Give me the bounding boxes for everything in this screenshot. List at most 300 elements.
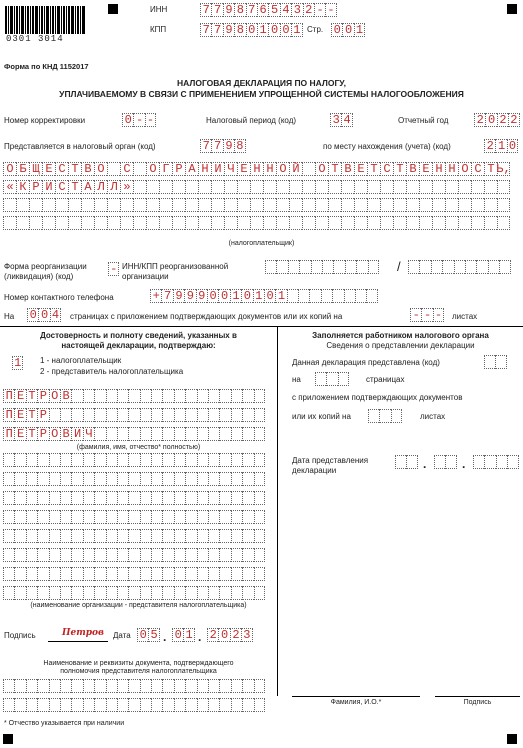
char-cell [380, 198, 393, 212]
char-cell: 7 [200, 139, 211, 153]
char-cell [128, 389, 139, 403]
char-cell [419, 216, 432, 230]
char-cell [254, 548, 265, 562]
char-cell: 1 [354, 23, 365, 37]
char-cell: 0 [172, 628, 183, 642]
patronymic-field[interactable] [3, 427, 265, 441]
pages-field[interactable] [27, 308, 61, 322]
char-cell [68, 216, 81, 230]
char-cell [208, 427, 219, 441]
char-cell [83, 679, 94, 693]
char-cell [219, 408, 230, 422]
char-cell: О [315, 162, 328, 176]
page-field[interactable] [331, 23, 365, 37]
char-cell [3, 698, 14, 712]
char-cell [71, 698, 82, 712]
kpp-label: КПП [150, 25, 167, 34]
grid-row[interactable] [3, 548, 265, 562]
char-cell: 2 [303, 3, 314, 17]
char-cell [146, 216, 159, 230]
char-cell [344, 289, 355, 303]
correction-field[interactable] [122, 113, 156, 127]
char-cell [496, 455, 507, 469]
char-cell [60, 586, 71, 600]
char-cell [117, 567, 128, 581]
char-cell [3, 679, 14, 693]
char-cell: Е [42, 162, 55, 176]
char-cell [14, 567, 25, 581]
char-cell: Л [94, 180, 107, 194]
char-cell [197, 453, 208, 467]
char-cell [367, 198, 380, 212]
char-cell [298, 289, 309, 303]
date-month-field[interactable] [172, 628, 195, 642]
char-cell [445, 180, 458, 194]
char-cell [208, 548, 219, 562]
reorg-inn-field[interactable] [265, 260, 379, 274]
char-cell [37, 586, 48, 600]
char-cell [151, 586, 162, 600]
char-cell [107, 198, 120, 212]
char-cell [140, 567, 151, 581]
confirm-title-line1: Достоверность и полноту сведений, указанных в [40, 331, 237, 340]
confirm-code-field[interactable] [12, 356, 23, 370]
char-cell [345, 260, 356, 274]
right-date-day-field[interactable] [395, 455, 418, 469]
reorg-label: Форма реорганизации (ликвидация) (код) [4, 262, 87, 281]
char-cell: 4 [50, 308, 61, 322]
char-cell: - [410, 308, 421, 322]
char-cell [242, 698, 253, 712]
char-cell [333, 260, 344, 274]
right-presented-field[interactable] [484, 355, 507, 369]
char-cell [49, 472, 60, 486]
char-cell [140, 586, 151, 600]
char-cell [419, 198, 432, 212]
char-cell [26, 586, 37, 600]
char-cell [83, 510, 94, 524]
right-pages-field[interactable] [315, 372, 349, 386]
char-cell [197, 567, 208, 581]
char-cell [106, 529, 117, 543]
right-attach-label: с приложением подтверждающих документов [292, 393, 463, 402]
char-cell [366, 289, 377, 303]
char-cell [208, 529, 219, 543]
char-cell [242, 408, 253, 422]
date-separator-1: . [163, 630, 167, 644]
char-cell [81, 216, 94, 230]
char-cell: 9 [223, 23, 234, 37]
char-cell [128, 491, 139, 505]
char-cell [406, 180, 419, 194]
char-cell: О [3, 162, 16, 176]
char-cell [3, 548, 14, 562]
char-cell [94, 408, 105, 422]
tax-authority-field[interactable] [200, 139, 246, 153]
char-cell [26, 491, 37, 505]
char-cell [94, 529, 105, 543]
char-cell [276, 260, 287, 274]
char-cell [454, 260, 465, 274]
phone-field[interactable] [150, 289, 378, 303]
grid-row[interactable] [3, 698, 265, 712]
char-cell [408, 260, 419, 274]
char-cell [49, 679, 60, 693]
char-cell [94, 548, 105, 562]
char-cell [37, 529, 48, 543]
char-cell [14, 529, 25, 543]
confirm-code-cell: 1 [12, 356, 23, 370]
char-cell [406, 216, 419, 230]
char-cell: 8 [234, 23, 245, 37]
char-cell [174, 389, 185, 403]
char-cell [120, 216, 133, 230]
char-cell [254, 698, 265, 712]
char-cell: « [3, 180, 16, 194]
char-cell [471, 198, 484, 212]
char-cell: 9 [184, 289, 195, 303]
char-cell [106, 586, 117, 600]
char-cell [254, 529, 265, 543]
copies-field[interactable] [410, 308, 444, 322]
right-sign-label: Подпись [463, 699, 492, 706]
signature-line [48, 641, 108, 642]
section-divider [0, 326, 523, 327]
right-on-label: на [292, 375, 301, 384]
char-cell [37, 510, 48, 524]
char-cell: Щ [29, 162, 42, 176]
char-cell [328, 180, 341, 194]
char-cell [224, 198, 237, 212]
char-cell [309, 289, 320, 303]
char-cell: 0 [137, 628, 148, 642]
char-cell [219, 453, 230, 467]
char-cell: Т [26, 389, 37, 403]
grid-row[interactable] [3, 453, 265, 467]
char-cell [471, 180, 484, 194]
char-cell [322, 260, 333, 274]
char-cell: Т [68, 180, 81, 194]
char-cell [162, 472, 173, 486]
char-cell: 5 [268, 3, 279, 17]
date-day-field[interactable] [137, 628, 160, 642]
char-cell: 4 [341, 113, 352, 127]
date-year-field[interactable] [207, 628, 253, 642]
right-date-label-2: декларации [292, 466, 337, 475]
char-cell: 1 [291, 23, 302, 37]
right-copies-label: или их копий на [292, 412, 351, 421]
barcode [5, 6, 95, 34]
char-cell [326, 372, 337, 386]
char-cell: 1 [230, 289, 241, 303]
char-cell: Т [393, 162, 406, 176]
char-cell [185, 491, 196, 505]
char-cell: Т [26, 427, 37, 441]
char-cell [55, 198, 68, 212]
char-cell [37, 698, 48, 712]
reorg-code-field[interactable] [108, 262, 119, 276]
char-cell: - [421, 308, 432, 322]
right-sheets-label: листах [420, 412, 446, 421]
tax-authority-label: Представляется в налоговый орган (код) [4, 142, 156, 151]
char-cell [14, 491, 25, 505]
char-cell [128, 510, 139, 524]
char-cell: 0 [268, 23, 279, 37]
char-cell [242, 548, 253, 562]
char-cell [211, 180, 224, 194]
char-cell: 7 [211, 23, 222, 37]
date-label: Дата [113, 631, 131, 640]
char-cell [174, 698, 185, 712]
char-cell [140, 453, 151, 467]
char-cell [219, 510, 230, 524]
char-cell [71, 586, 82, 600]
year-field[interactable] [474, 113, 520, 127]
char-cell: 9 [196, 289, 207, 303]
char-cell [355, 289, 366, 303]
char-cell [37, 679, 48, 693]
char-cell [254, 567, 265, 581]
char-cell: 1 [253, 289, 264, 303]
char-cell: Е [14, 408, 25, 422]
grid-row[interactable] [3, 679, 265, 693]
rep-caption: (наименование организации - представителя налогоплательщика) [30, 602, 247, 609]
char-cell [16, 198, 29, 212]
char-cell [106, 548, 117, 562]
char-cell [380, 216, 393, 230]
char-cell [419, 180, 432, 194]
char-cell [117, 510, 128, 524]
char-cell [406, 198, 419, 212]
right-copies-field[interactable] [368, 409, 402, 423]
char-cell [354, 216, 367, 230]
char-cell [26, 453, 37, 467]
char-cell [341, 180, 354, 194]
char-cell [151, 567, 162, 581]
char-cell: - [133, 113, 144, 127]
char-cell [159, 216, 172, 230]
char-cell: 0 [218, 289, 229, 303]
char-cell [315, 198, 328, 212]
char-cell [3, 453, 14, 467]
right-date-year-field[interactable] [473, 455, 519, 469]
char-cell: 0 [38, 308, 49, 322]
char-cell: Н [432, 162, 445, 176]
char-cell [242, 586, 253, 600]
char-cell [242, 679, 253, 693]
copies-suffix: листах [452, 312, 478, 321]
char-cell [254, 679, 265, 693]
char-cell: 0 [331, 23, 342, 37]
year-label: Отчетный год [398, 116, 449, 125]
char-cell [128, 567, 139, 581]
char-cell [71, 548, 82, 562]
footnote: * Отчество указывается при наличии [4, 720, 125, 727]
kpp-field[interactable] [200, 23, 303, 37]
char-cell [71, 453, 82, 467]
char-cell [302, 216, 315, 230]
char-cell [328, 216, 341, 230]
taxpayer-row[interactable] [3, 180, 510, 194]
char-cell [276, 198, 289, 212]
char-cell: Р [37, 389, 48, 403]
char-cell [162, 529, 173, 543]
char-cell [185, 510, 196, 524]
char-cell [68, 198, 81, 212]
char-cell: 2 [497, 113, 508, 127]
char-cell: - [145, 113, 156, 127]
char-cell: 0 [342, 23, 353, 37]
char-cell [3, 529, 14, 543]
fio-caption: (фамилия, имя, отчество* полностью) [76, 444, 201, 451]
location-field[interactable] [484, 139, 518, 153]
char-cell: Ч [83, 427, 94, 441]
confirm-option2: 2 - представитель налогоплательщика [40, 367, 184, 376]
char-cell [49, 510, 60, 524]
char-cell [37, 548, 48, 562]
char-cell: 9 [173, 289, 184, 303]
char-cell [432, 216, 445, 230]
char-cell [242, 510, 253, 524]
char-cell: Т [328, 162, 341, 176]
char-cell: Б [16, 162, 29, 176]
char-cell [242, 529, 253, 543]
char-cell: А [81, 180, 94, 194]
char-cell [431, 260, 442, 274]
char-cell [332, 289, 343, 303]
right-presented-label: Данная декларация представлена (код) [292, 358, 440, 367]
char-cell [174, 567, 185, 581]
inn-field[interactable] [200, 3, 337, 17]
right-date-month-field[interactable] [434, 455, 457, 469]
char-cell: Е [14, 389, 25, 403]
char-cell: О [49, 427, 60, 441]
char-cell: Н [263, 162, 276, 176]
char-cell [231, 567, 242, 581]
char-cell [14, 679, 25, 693]
char-cell: И [71, 427, 82, 441]
reorg-kpp-field[interactable] [408, 260, 511, 274]
char-cell [159, 180, 172, 194]
taxpayer-row[interactable] [3, 198, 510, 212]
char-cell: И [42, 180, 55, 194]
char-cell [172, 216, 185, 230]
taxpayer-row[interactable] [3, 216, 510, 230]
char-cell [162, 389, 173, 403]
char-cell [354, 198, 367, 212]
char-cell: Р [172, 162, 185, 176]
char-cell [140, 408, 151, 422]
char-cell: Е [354, 162, 367, 176]
char-cell [198, 180, 211, 194]
char-cell [151, 510, 162, 524]
char-cell [106, 427, 117, 441]
char-cell [60, 548, 71, 562]
char-cell [185, 453, 196, 467]
taxpayer-row[interactable] [3, 162, 510, 176]
char-cell: Н [198, 162, 211, 176]
phone-label: Номер контактного телефона [4, 293, 114, 302]
tax-period-field[interactable] [330, 113, 353, 127]
surname-field[interactable] [3, 389, 265, 403]
char-cell [197, 586, 208, 600]
char-cell [185, 198, 198, 212]
char-cell [26, 679, 37, 693]
grid-row[interactable] [3, 491, 265, 505]
sign-label: Подпись [4, 631, 36, 640]
char-cell [174, 491, 185, 505]
page-label: Стр. [307, 25, 324, 34]
doc-caption-line1: Наименование и реквизиты документа, подтверждающего [43, 660, 234, 667]
char-cell [263, 216, 276, 230]
char-cell [445, 198, 458, 212]
char-cell [254, 586, 265, 600]
char-cell [14, 472, 25, 486]
grid-row[interactable] [3, 510, 265, 524]
char-cell [174, 510, 185, 524]
char-cell [3, 491, 14, 505]
char-cell [55, 216, 68, 230]
char-cell: 9 [223, 3, 234, 17]
firstname-field[interactable] [3, 408, 265, 422]
char-cell: 0 [246, 23, 257, 37]
char-cell [128, 698, 139, 712]
char-cell: 3 [330, 113, 341, 127]
grid-row[interactable] [3, 567, 265, 581]
char-cell: С [120, 162, 133, 176]
char-cell [311, 260, 322, 274]
char-cell: 2 [207, 628, 218, 642]
char-cell [197, 548, 208, 562]
char-cell [117, 408, 128, 422]
char-cell: 0 [27, 308, 38, 322]
grid-row[interactable] [3, 472, 265, 486]
char-cell [219, 586, 230, 600]
char-cell [128, 427, 139, 441]
char-cell [231, 510, 242, 524]
char-cell: С [380, 162, 393, 176]
char-cell [94, 510, 105, 524]
char-cell [287, 289, 298, 303]
char-cell [140, 427, 151, 441]
signature: Петров [62, 628, 104, 638]
char-cell [368, 260, 379, 274]
char-cell [117, 698, 128, 712]
char-cell [219, 529, 230, 543]
char-cell: И [211, 162, 224, 176]
char-cell: 5 [148, 628, 159, 642]
char-cell: Л [107, 180, 120, 194]
char-cell: В [341, 162, 354, 176]
char-cell [484, 355, 495, 369]
grid-row[interactable] [3, 529, 265, 543]
char-cell [393, 180, 406, 194]
char-cell [94, 427, 105, 441]
char-cell [140, 389, 151, 403]
char-cell [3, 586, 14, 600]
char-cell [3, 567, 14, 581]
char-cell [219, 491, 230, 505]
char-cell [120, 198, 133, 212]
char-cell [198, 198, 211, 212]
char-cell [83, 548, 94, 562]
char-cell [83, 567, 94, 581]
char-cell [495, 355, 506, 369]
char-cell [128, 453, 139, 467]
char-cell [211, 198, 224, 212]
char-cell [321, 289, 332, 303]
grid-row[interactable] [3, 586, 265, 600]
